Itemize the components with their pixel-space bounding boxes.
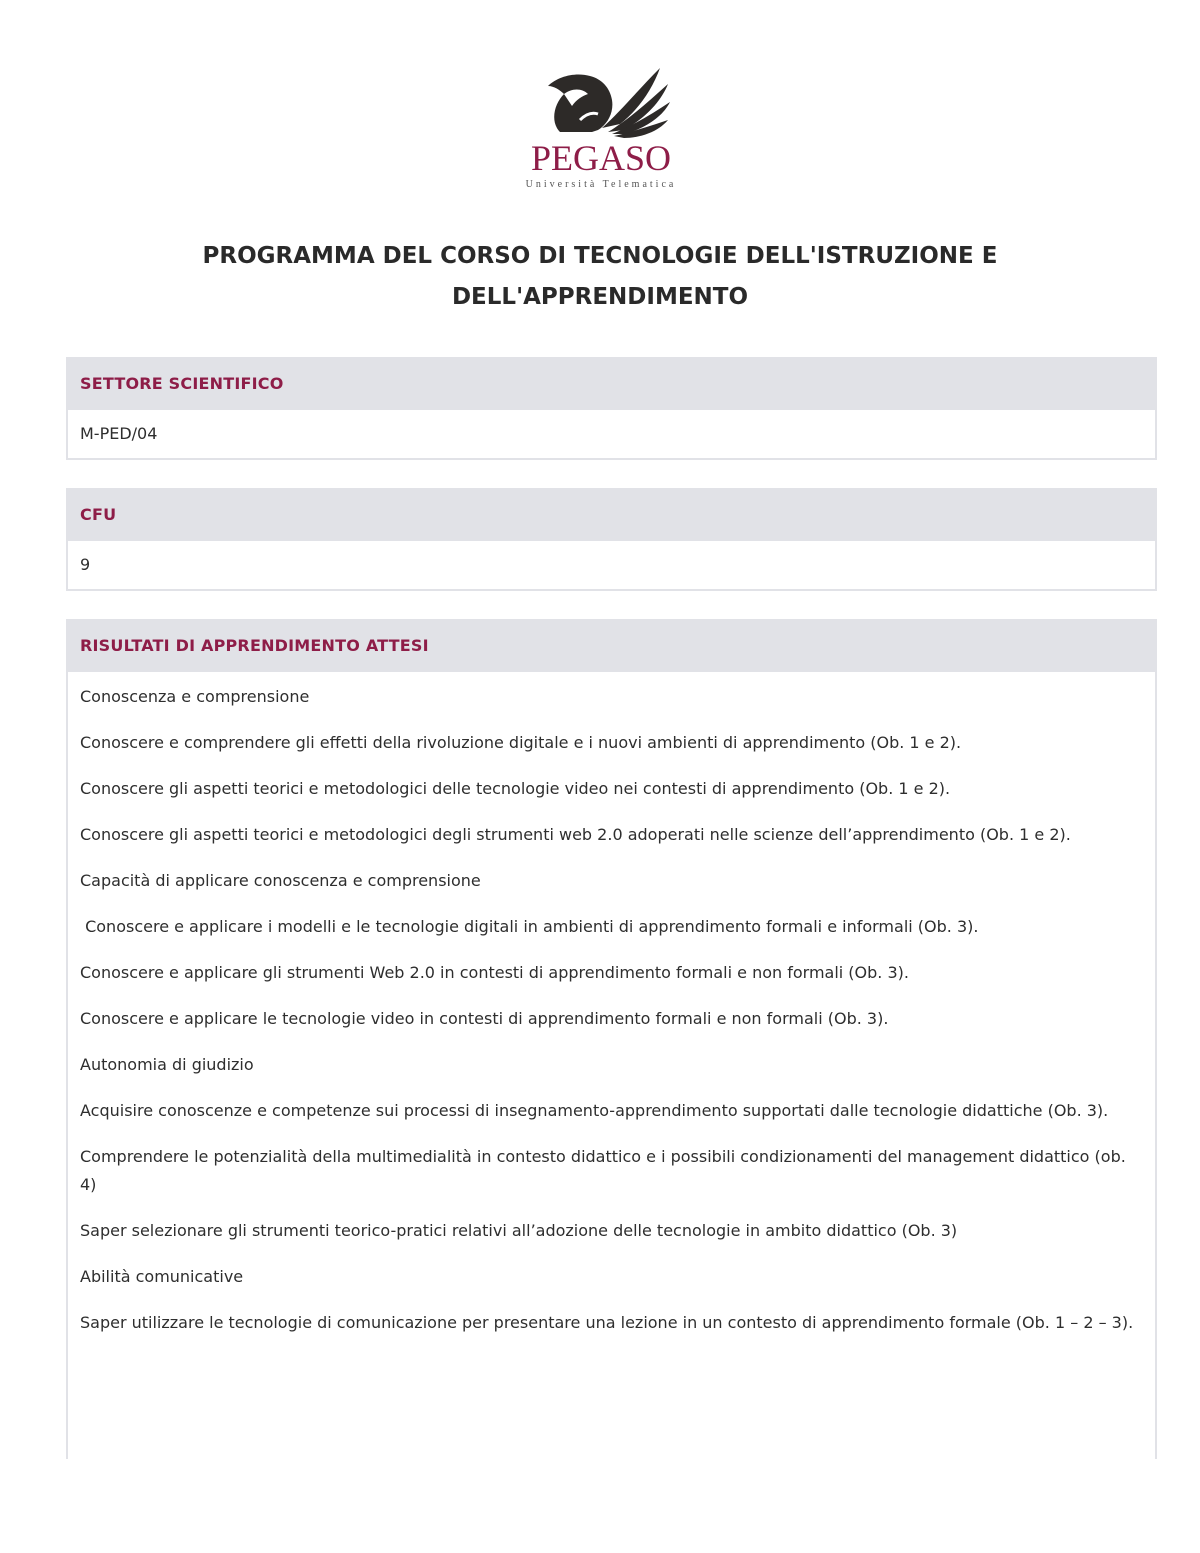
section-heading: CFU — [68, 488, 1155, 541]
pegaso-logo — [520, 62, 682, 192]
paragraph: Conoscere e applicare i modelli e le tecnologie digitali in ambienti di apprendimento formali e informali (Ob. 3). — [80, 917, 979, 936]
logo-wordmark: PEGASO — [530, 138, 672, 178]
paragraph: Saper utilizzare le tecnologie di comunicazione per presentare una lezione in un contesto di apprendimento formale (Ob. 1 – 2 – 3). — [80, 1313, 1134, 1332]
section-risultati-apprendimento — [66, 619, 1157, 1459]
page-title-line-1: PROGRAMMA DEL CORSO DI TECNOLOGIE DELL'ISTRUZIONE E — [202, 243, 998, 269]
paragraph-subheading: Autonomia di giudizio — [80, 1055, 254, 1074]
page-title — [100, 236, 1100, 318]
paragraph: Conoscere gli aspetti teorici e metodologici degli strumenti web 2.0 adoperati nelle scienze dell’apprendimento (Ob. 1 e 2). — [80, 825, 1071, 844]
paragraph-subheading: Capacità di applicare conoscenza e comprensione — [80, 871, 481, 890]
section-settore-scientifico — [66, 357, 1157, 460]
paragraph: Conoscere e applicare le tecnologie video in contesti di apprendimento formali e non formali (Ob. 3). — [80, 1009, 889, 1028]
section-content — [68, 672, 1155, 1337]
section-cfu — [66, 488, 1157, 591]
paragraph: Conoscere e applicare gli strumenti Web 2.0 in contesti di apprendimento formali e non formali (Ob. 3). — [80, 963, 909, 982]
paragraph: Saper selezionare gli strumenti teorico-pratici relativi all’adozione delle tecnologie in ambito didattico (Ob. 3) — [80, 1221, 958, 1240]
section-value: M-PED/04 — [80, 423, 158, 443]
paragraph-subheading: Abilità comunicative — [80, 1267, 244, 1286]
paragraph: Conoscere e comprendere gli effetti della rivoluzione digitale e i nuovi ambienti di apprendimento (Ob. 1 e 2). — [80, 733, 962, 752]
section-heading: RISULTATI DI APPRENDIMENTO ATTESI — [68, 619, 1155, 672]
paragraph-subheading: Conoscenza e comprensione — [80, 687, 310, 706]
paragraph: Acquisire conoscenze e competenze sui processi di insegnamento-apprendimento supportati dalle tecnologie didattiche (Ob. 3). — [80, 1101, 1109, 1120]
page-title-line-2: DELL'APPRENDIMENTO — [451, 284, 749, 310]
section-heading: SETTORE SCIENTIFICO — [68, 357, 1155, 410]
pegasus-icon — [520, 62, 682, 192]
paragraph: Comprendere le potenzialità della multimedialità in contesto didattico e i possibili condizionamenti del management didattico (ob. 4) — [80, 1147, 1126, 1194]
paragraph: Conoscere gli aspetti teorici e metodologici delle tecnologie video nei contesti di apprendimento (Ob. 1 e 2). — [80, 779, 951, 798]
section-value: 9 — [80, 554, 91, 574]
logo-subtitle: Università Telematica — [525, 179, 677, 190]
